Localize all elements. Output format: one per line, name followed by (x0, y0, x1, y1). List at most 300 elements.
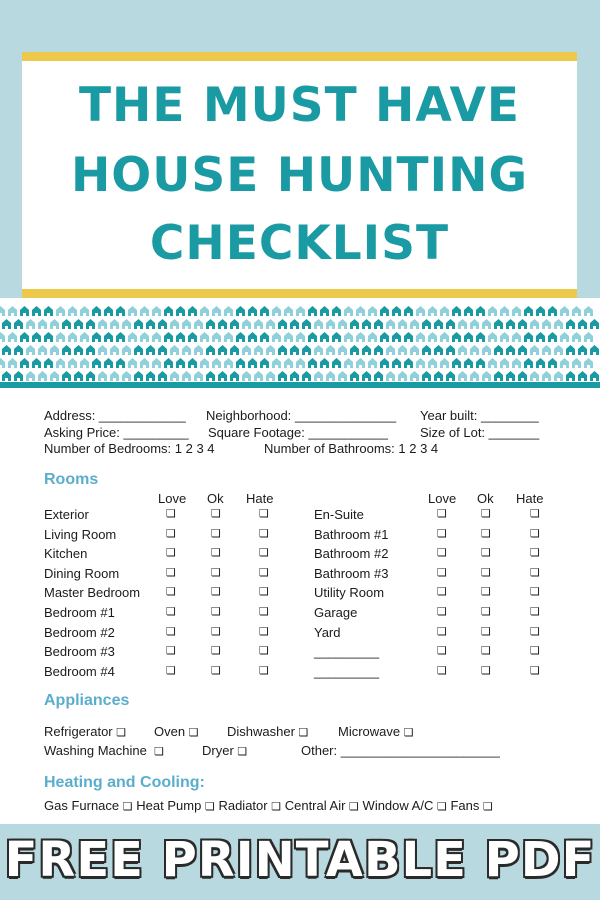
checkbox-hate-icon[interactable]: ❏ (530, 508, 540, 520)
room-label: Bedroom #4 (44, 663, 115, 679)
house-icon (248, 306, 257, 316)
house-icon (230, 319, 239, 329)
room-label: Bathroom #1 (314, 526, 389, 542)
house-icon (374, 345, 383, 355)
neighborhood-field: Neighborhood: ______________ (206, 408, 397, 423)
house-icon (572, 306, 581, 316)
house-icon (62, 345, 71, 355)
house-pattern-band (0, 298, 600, 388)
house-icon (302, 345, 311, 355)
house-icon (350, 345, 359, 355)
checkbox-icon[interactable]: ❏ (204, 801, 215, 813)
house-icon (176, 332, 185, 342)
house-icon (470, 345, 479, 355)
house-icon (290, 345, 299, 355)
house-icon (524, 306, 533, 316)
house-icon (176, 306, 185, 316)
appliance-dryer (202, 744, 247, 758)
house-icon (320, 358, 329, 368)
house-icon (488, 332, 497, 342)
house-icon (230, 345, 239, 355)
house-icon (512, 332, 521, 342)
room-label: Dining Room (44, 565, 120, 581)
house-icon (548, 332, 557, 342)
house-icon (218, 371, 227, 381)
house-icon (122, 319, 131, 329)
house-icon (338, 319, 347, 329)
house-icon (8, 332, 17, 342)
house-icon (578, 319, 587, 329)
house-icon (284, 358, 293, 368)
house-icon (236, 358, 245, 368)
house-icon (428, 332, 437, 342)
house-icon (188, 358, 197, 368)
house-icon (518, 371, 527, 381)
checkbox-icon[interactable]: ❏ (116, 727, 127, 739)
checkbox-love-icon[interactable]: ❏ (437, 566, 447, 579)
house-icon (290, 319, 299, 329)
checkbox-ok-icon[interactable]: ❏ (211, 547, 221, 560)
checkbox-hate-icon[interactable]: ❏ (530, 625, 540, 638)
house-icon (488, 358, 497, 368)
checkbox-ok-icon[interactable]: ❏ (481, 586, 491, 599)
house-icon (194, 371, 203, 381)
house-icon (200, 358, 209, 368)
house-icon (428, 306, 437, 316)
house-icon (140, 332, 149, 342)
house-icon (470, 371, 479, 381)
house-icon (158, 371, 167, 381)
house-icon (80, 332, 89, 342)
checkbox-hate-icon[interactable]: ❏ (530, 586, 540, 599)
checkbox-icon[interactable]: ❏ (298, 727, 309, 739)
house-icon (56, 358, 65, 368)
house-icon (74, 371, 83, 381)
house-icon (308, 358, 317, 368)
house-icon (590, 319, 599, 329)
house-icon (32, 332, 41, 342)
heating-label: Central Air (284, 798, 346, 813)
house-icon (380, 358, 389, 368)
house-icon (518, 345, 527, 355)
checkbox-hate-icon[interactable]: ❏ (259, 586, 269, 599)
house-icon (488, 306, 497, 316)
house-icon (20, 306, 29, 316)
heating-label: Radiator (218, 798, 268, 813)
house-icon (422, 319, 431, 329)
house-icon (398, 319, 407, 329)
bottom-accent-bar (22, 289, 577, 298)
house-icon (284, 332, 293, 342)
checkbox-hate-icon[interactable]: ❏ (530, 547, 540, 560)
house-icon (566, 319, 575, 329)
house-icon (344, 358, 353, 368)
house-icon (482, 345, 491, 355)
checkbox-ok-icon[interactable]: ❏ (481, 645, 491, 658)
house-icon (152, 306, 161, 316)
appliance-label: Washing Machine (44, 743, 147, 758)
checkbox-ok-icon[interactable]: ❏ (211, 527, 221, 540)
house-icon (248, 358, 257, 368)
room-label: Bedroom #3 (44, 644, 115, 660)
house-icon (188, 332, 197, 342)
appliance-washing-machine (44, 744, 164, 758)
house-icon (242, 345, 251, 355)
checkbox-hate-icon[interactable]: ❏ (259, 606, 269, 618)
room-label: Kitchen (44, 546, 88, 562)
house-icon (536, 358, 545, 368)
house-icon (206, 371, 215, 381)
house-icon (134, 345, 143, 355)
house-icon (302, 319, 311, 329)
house-icon (122, 345, 131, 355)
house-icon (152, 332, 161, 342)
checkbox-love-icon[interactable]: ❏ (437, 508, 447, 520)
checkbox-love-icon[interactable]: ❏ (166, 566, 176, 579)
checkbox-ok-icon[interactable]: ❏ (481, 606, 491, 618)
house-icon (218, 319, 227, 329)
room-label: Yard (314, 624, 341, 640)
house-icon (128, 358, 137, 368)
house-icon (44, 306, 53, 316)
asking-price-field: Asking Price: _________ (44, 425, 189, 440)
room-label: _________ (314, 644, 380, 660)
house-icon (530, 319, 539, 329)
house-icon (116, 358, 125, 368)
house-icon (326, 345, 335, 355)
house-icon (398, 345, 407, 355)
house-icon (260, 332, 269, 342)
house-icon (26, 345, 35, 355)
house-icon (452, 332, 461, 342)
house-icon (74, 319, 83, 329)
house-icon (308, 306, 317, 316)
heating-row (44, 799, 493, 813)
house-icon (446, 345, 455, 355)
checkbox-icon[interactable]: ❏ (237, 746, 248, 758)
house-icon (482, 371, 491, 381)
house-icon (320, 306, 329, 316)
room-label: Bedroom #1 (44, 605, 115, 620)
house-icon (524, 358, 533, 368)
house-icon (68, 358, 77, 368)
house-icon (284, 306, 293, 316)
checkbox-love-icon[interactable]: ❏ (437, 625, 447, 638)
house-icon (56, 332, 65, 342)
checkbox-ok-icon[interactable]: ❏ (211, 664, 221, 677)
house-icon (242, 319, 251, 329)
house-icon (86, 371, 95, 381)
house-icon (98, 345, 107, 355)
house-icon (8, 358, 17, 368)
house-icon (350, 319, 359, 329)
house-icon (434, 345, 443, 355)
house-icon (104, 306, 113, 316)
room-label: En-Suite (314, 507, 364, 522)
house-icon (314, 319, 323, 329)
house-icon (0, 332, 5, 342)
house-icon (110, 319, 119, 329)
heating-label: Heat Pump (136, 798, 202, 813)
house-icon (218, 345, 227, 355)
checkbox-love-icon[interactable]: ❏ (437, 645, 447, 658)
square-footage-field: Square Footage: ___________ (208, 425, 388, 440)
house-icon (338, 371, 347, 381)
checkbox-ok-icon[interactable]: ❏ (211, 586, 221, 599)
house-icon (320, 332, 329, 342)
checkbox-love-icon[interactable]: ❏ (166, 664, 176, 677)
checkbox-love-icon[interactable]: ❏ (166, 606, 176, 618)
house-icon (212, 358, 221, 368)
checkbox-hate-icon[interactable]: ❏ (530, 645, 540, 658)
house-icon (404, 332, 413, 342)
house-icon (194, 319, 203, 329)
room-label: Utility Room (314, 585, 385, 601)
house-icon (44, 358, 53, 368)
house-icon (254, 371, 263, 381)
house-icon (14, 319, 23, 329)
house-icon (500, 358, 509, 368)
house-icon (464, 332, 473, 342)
house-icon (542, 319, 551, 329)
checkbox-icon[interactable]: ❏ (122, 801, 133, 813)
house-icon (278, 319, 287, 329)
house-icon (26, 319, 35, 329)
house-icon (56, 306, 65, 316)
room-label: Garage (314, 605, 358, 620)
house-icon (428, 358, 437, 368)
house-icon (434, 319, 443, 329)
house-icon (404, 358, 413, 368)
house-icon (128, 332, 137, 342)
house-icon (584, 306, 593, 316)
house-icon (434, 371, 443, 381)
house-icon (20, 332, 29, 342)
house-icon (146, 371, 155, 381)
checkbox-ok-icon[interactable]: ❏ (481, 625, 491, 638)
house-icon (362, 371, 371, 381)
year-built-field: Year built: ________ (420, 408, 539, 423)
house-icon (512, 358, 521, 368)
house-icon (158, 345, 167, 355)
checkbox-icon[interactable]: ❏ (188, 727, 199, 739)
checkbox-ok-icon[interactable]: ❏ (211, 625, 221, 638)
house-icon (440, 332, 449, 342)
house-icon (116, 306, 125, 316)
house-icon (212, 332, 221, 342)
house-icon (44, 332, 53, 342)
house-icon (548, 358, 557, 368)
checkbox-ok-icon[interactable]: ❏ (481, 566, 491, 579)
room-label: Bathroom #3 (314, 565, 389, 581)
house-icon (278, 345, 287, 355)
house-icon (350, 371, 359, 381)
house-icon (140, 358, 149, 368)
column-header-ok: Ok (207, 491, 224, 506)
checkbox-love-icon[interactable]: ❏ (166, 508, 176, 520)
appliance-dishwasher (227, 725, 308, 739)
house-icon (224, 306, 233, 316)
house-icon (272, 332, 281, 342)
checkbox-hate-icon[interactable]: ❏ (259, 527, 269, 540)
house-icon (236, 306, 245, 316)
checkbox-icon[interactable]: ❏ (403, 727, 414, 739)
house-icon (326, 319, 335, 329)
checkbox-hate-icon[interactable]: ❏ (259, 508, 269, 520)
house-icon (506, 319, 515, 329)
house-icon (446, 319, 455, 329)
house-icon (470, 319, 479, 329)
house-icon (410, 345, 419, 355)
checkbox-icon[interactable]: ❏ (436, 801, 447, 813)
house-icon (386, 371, 395, 381)
checkbox-hate-icon[interactable]: ❏ (259, 664, 269, 677)
room-label: Exterior (44, 507, 89, 522)
checkbox-ok-icon[interactable]: ❏ (481, 547, 491, 560)
checkbox-icon[interactable]: ❏ (349, 801, 359, 813)
checkbox-love-icon[interactable]: ❏ (437, 664, 447, 677)
house-icon (266, 319, 275, 329)
checkbox-hate-icon[interactable]: ❏ (530, 566, 540, 579)
checkbox-love-icon[interactable]: ❏ (166, 645, 176, 658)
house-icon (182, 371, 191, 381)
house-icon (458, 319, 467, 329)
appliance-other-field: Other: ______________________ (301, 743, 500, 758)
checkbox-hate-icon[interactable]: ❏ (530, 664, 540, 677)
house-icon (530, 371, 539, 381)
title-line-1: THE MUST HAVE (78, 78, 521, 133)
house-icon (494, 371, 503, 381)
house-icon (104, 358, 113, 368)
footer-text: FREE PRINTABLE PDF (4, 832, 596, 888)
house-icon (296, 332, 305, 342)
checkbox-icon[interactable]: ❏ (271, 801, 282, 813)
house-icon (344, 306, 353, 316)
house-icon (68, 332, 77, 342)
house-icon (476, 306, 485, 316)
house-icon (416, 306, 425, 316)
checkbox-icon[interactable]: ❏ (154, 746, 164, 758)
checkbox-hate-icon[interactable]: ❏ (530, 606, 540, 618)
house-icon (266, 371, 275, 381)
house-icon (368, 332, 377, 342)
house-icon (548, 306, 557, 316)
checkbox-love-icon[interactable]: ❏ (166, 586, 176, 599)
checkbox-ok-icon[interactable]: ❏ (481, 508, 491, 520)
checkbox-love-icon[interactable]: ❏ (166, 527, 176, 540)
house-icon (296, 306, 305, 316)
house-icon (416, 358, 425, 368)
house-icon (140, 306, 149, 316)
house-icon (458, 345, 467, 355)
checkbox-ok-icon[interactable]: ❏ (211, 508, 221, 520)
appliance-label: Refrigerator (44, 724, 113, 739)
house-icon (158, 319, 167, 329)
house-icon (542, 345, 551, 355)
checkbox-love-icon[interactable]: ❏ (437, 606, 447, 618)
footer-banner (0, 824, 600, 900)
house-icon (578, 371, 587, 381)
house-icon (86, 319, 95, 329)
checkbox-hate-icon[interactable]: ❏ (259, 645, 269, 658)
size-of-lot-field: Size of Lot: _______ (420, 425, 540, 440)
house-icon (14, 371, 23, 381)
column-header-love: Love (158, 491, 187, 506)
house-icon (98, 371, 107, 381)
house-icon (0, 306, 5, 316)
checkbox-ok-icon[interactable]: ❏ (211, 606, 221, 618)
house-icon (524, 332, 533, 342)
checkbox-love-icon[interactable]: ❏ (166, 625, 176, 638)
house-icon (182, 319, 191, 329)
checkbox-icon[interactable]: ❏ (483, 801, 493, 813)
house-icon (2, 319, 11, 329)
house-icon (8, 306, 17, 316)
house-icon (182, 345, 191, 355)
house-icon (74, 345, 83, 355)
house-icon (590, 371, 599, 381)
heating-label: Gas Furnace (44, 798, 120, 813)
house-icon (170, 371, 179, 381)
house-icon (260, 358, 269, 368)
checkbox-ok-icon[interactable]: ❏ (211, 645, 221, 658)
bedrooms-field: Number of Bedrooms: 1 2 3 4 (44, 441, 215, 456)
heating-label: Window A/C (362, 798, 434, 813)
checkbox-ok-icon[interactable]: ❏ (211, 566, 221, 579)
house-icon (134, 319, 143, 329)
column-header-love: Love (428, 491, 457, 506)
checkbox-love-icon[interactable]: ❏ (437, 586, 447, 599)
room-label: Bedroom #2 (44, 624, 115, 640)
checkbox-love-icon[interactable]: ❏ (437, 527, 447, 540)
checkbox-hate-icon[interactable]: ❏ (259, 566, 269, 579)
house-icon (260, 306, 269, 316)
house-icon (338, 345, 347, 355)
house-icon (50, 345, 59, 355)
house-icon (200, 306, 209, 316)
checkbox-hate-icon[interactable]: ❏ (259, 625, 269, 638)
house-icon (326, 371, 335, 381)
house-icon (146, 319, 155, 329)
house-icon (26, 371, 35, 381)
house-icon (32, 306, 41, 316)
house-icon (518, 319, 527, 329)
house-icon (458, 371, 467, 381)
house-icon (512, 306, 521, 316)
house-icon (356, 306, 365, 316)
house-icon (560, 332, 569, 342)
appliances-heading: Appliances (44, 692, 130, 709)
checkbox-ok-icon[interactable]: ❏ (481, 664, 491, 677)
bathrooms-field: Number of Bathrooms: 1 2 3 4 (264, 441, 439, 456)
checkbox-hate-icon[interactable]: ❏ (530, 527, 540, 540)
house-icon (452, 358, 461, 368)
house-icon (122, 371, 131, 381)
house-icon (200, 332, 209, 342)
title-line-2: HOUSE HUNTING (70, 148, 529, 203)
house-icon (356, 358, 365, 368)
checkbox-love-icon[interactable]: ❏ (166, 547, 176, 560)
checkbox-hate-icon[interactable]: ❏ (259, 547, 269, 560)
house-icon (134, 371, 143, 381)
checkbox-ok-icon[interactable]: ❏ (481, 527, 491, 540)
house-icon (80, 306, 89, 316)
checkbox-love-icon[interactable]: ❏ (437, 547, 447, 560)
house-icon (254, 345, 263, 355)
heating-heading: Heating and Cooling: (44, 774, 205, 791)
house-icon (422, 345, 431, 355)
house-icon (560, 358, 569, 368)
